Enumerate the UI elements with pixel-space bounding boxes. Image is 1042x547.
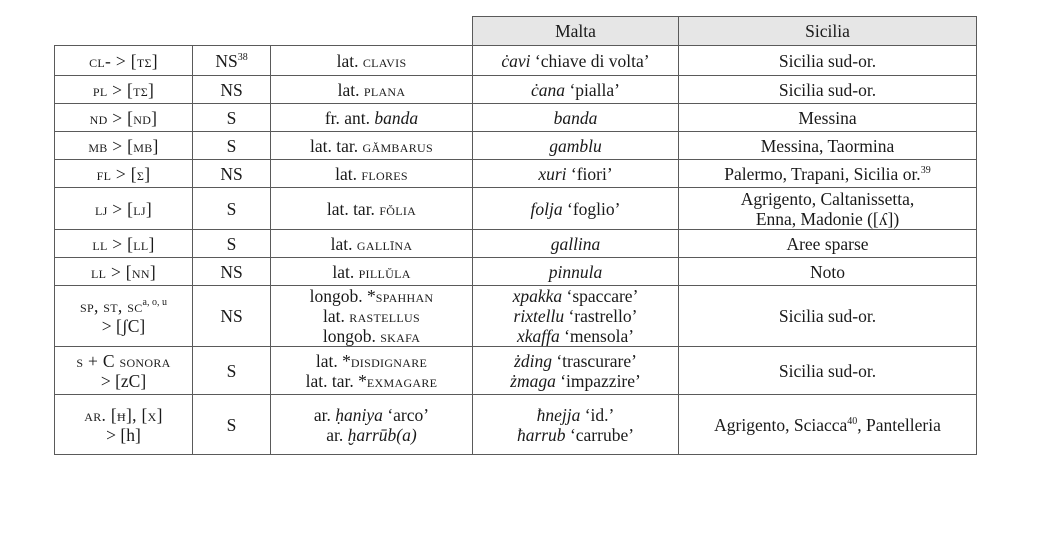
rule-line bbox=[61, 199, 186, 219]
sicilia-line bbox=[685, 136, 970, 156]
footnote-ref: 39 bbox=[920, 164, 931, 176]
etymon-word: ḫarrūb(a) bbox=[347, 424, 417, 445]
etymon-word: spahhan bbox=[375, 286, 434, 306]
type-value: NS bbox=[220, 306, 243, 326]
sicilia-line bbox=[685, 108, 970, 128]
table-row bbox=[55, 76, 977, 104]
sicilia-text: Noto bbox=[810, 261, 845, 282]
etymon-line bbox=[277, 405, 466, 425]
sicilia-cell bbox=[679, 230, 977, 258]
sicilia-line bbox=[685, 164, 970, 184]
sicilia-text: Palermo, Trapani, Sicilia or. bbox=[724, 163, 921, 184]
etymon-line bbox=[277, 199, 466, 219]
etymon-gloss: ‘arco’ bbox=[382, 404, 430, 425]
rule-line bbox=[61, 51, 186, 71]
table-row bbox=[55, 160, 977, 188]
malta-line bbox=[479, 262, 672, 282]
type-value: S bbox=[226, 414, 237, 435]
malta-cell bbox=[473, 76, 679, 104]
sicilia-cell bbox=[679, 132, 977, 160]
etymon-line bbox=[277, 286, 466, 306]
etymon-line bbox=[277, 306, 466, 326]
phonetics-table bbox=[54, 16, 977, 455]
maltese-gloss: ‘fiori’ bbox=[566, 163, 613, 184]
malta-cell bbox=[473, 188, 679, 230]
etymon-prefix: lat. bbox=[323, 306, 350, 326]
maltese-word: folja bbox=[530, 198, 563, 219]
type-cell bbox=[193, 160, 271, 188]
maltese-word: xkaffa bbox=[516, 326, 560, 346]
maltese-word: żmaga bbox=[510, 370, 556, 391]
etymon-prefix: longob. * bbox=[309, 286, 376, 306]
etymon-line bbox=[277, 51, 466, 71]
sicilia-cell bbox=[679, 258, 977, 286]
table-row bbox=[55, 188, 977, 230]
etymon-word: clavis bbox=[362, 50, 407, 71]
rule-text: > [h] bbox=[106, 424, 141, 445]
maltese-word: żding bbox=[514, 350, 552, 371]
rule-cell bbox=[55, 132, 193, 160]
maltese-word: xuri bbox=[538, 163, 567, 184]
etymon-prefix: lat. tar. * bbox=[305, 370, 367, 391]
maltese-gloss: ‘chiave di volta’ bbox=[530, 50, 650, 71]
sicilia-text: Sicilia sud-or. bbox=[778, 306, 877, 326]
table-row bbox=[55, 347, 977, 395]
maltese-word: ċana bbox=[531, 79, 566, 100]
etymon-line bbox=[277, 108, 466, 128]
etymon-word: banda bbox=[374, 107, 419, 128]
etymon-prefix: longob. bbox=[322, 326, 381, 346]
type-cell bbox=[193, 46, 271, 76]
sicilia-cell bbox=[679, 347, 977, 395]
type-cell bbox=[193, 132, 271, 160]
rule-text: ll > [nn] bbox=[91, 261, 156, 282]
header-blank bbox=[55, 17, 193, 46]
sicilia-text: , Pantelleria bbox=[857, 414, 941, 435]
header-blank bbox=[193, 17, 271, 46]
type-cell bbox=[193, 347, 271, 395]
malta-line bbox=[479, 108, 672, 128]
etymon-word: plana bbox=[363, 79, 406, 100]
etymon-prefix: lat. tar. bbox=[326, 198, 380, 219]
etymon-prefix: lat. bbox=[337, 79, 364, 100]
etymon-word: fŏlia bbox=[379, 198, 417, 219]
etymon-line bbox=[277, 234, 466, 254]
type-cell bbox=[193, 286, 271, 347]
sicilia-line bbox=[685, 80, 970, 100]
rule-text: > [zC] bbox=[100, 370, 147, 391]
etymon-prefix: fr. ant. bbox=[324, 107, 375, 128]
etymon-line bbox=[277, 425, 466, 445]
rule-text: fl > [ʃ] bbox=[96, 163, 151, 184]
rule-text: s + C sonora bbox=[76, 350, 171, 371]
etymon-word: exmagare bbox=[366, 370, 438, 391]
table-row bbox=[55, 286, 977, 347]
maltese-gloss: ‘trascurare’ bbox=[551, 350, 637, 371]
rule-line bbox=[61, 351, 186, 371]
etymon-line bbox=[277, 262, 466, 282]
etymon-line bbox=[277, 326, 466, 346]
etymon-prefix: lat. bbox=[330, 233, 357, 254]
sicilia-line bbox=[685, 361, 970, 381]
sicilia-line bbox=[685, 262, 970, 282]
table-row bbox=[55, 104, 977, 132]
maltese-word: ħnejja bbox=[536, 404, 581, 425]
rule-text: ar. [ħ], [x] bbox=[84, 404, 163, 425]
etymon-word: skafa bbox=[380, 326, 421, 346]
etymon-prefix: ar. bbox=[313, 404, 336, 425]
etymon-cell bbox=[271, 188, 473, 230]
sicilia-line bbox=[685, 234, 970, 254]
sicilia-text: Messina bbox=[798, 107, 857, 128]
etymon-prefix: lat. bbox=[335, 163, 362, 184]
type-value: S bbox=[226, 135, 237, 156]
table-row bbox=[55, 230, 977, 258]
rule-line bbox=[61, 136, 186, 156]
etymon-cell bbox=[271, 160, 473, 188]
malta-cell bbox=[473, 46, 679, 76]
type-value: S bbox=[226, 107, 237, 128]
type-value: NS bbox=[220, 163, 243, 184]
malta-cell bbox=[473, 347, 679, 395]
rule-cell bbox=[55, 104, 193, 132]
type-cell bbox=[193, 76, 271, 104]
sicilia-cell bbox=[679, 46, 977, 76]
rule-cell bbox=[55, 76, 193, 104]
type-value: S bbox=[226, 360, 237, 381]
malta-line bbox=[479, 51, 672, 71]
maltese-gloss: ‘spaccare’ bbox=[562, 286, 639, 306]
type-value: NS bbox=[215, 50, 238, 71]
etymon-cell bbox=[271, 46, 473, 76]
malta-cell bbox=[473, 160, 679, 188]
rule-cell bbox=[55, 286, 193, 347]
type-value: NS bbox=[220, 261, 243, 282]
malta-line bbox=[479, 351, 672, 371]
maltese-word: banda bbox=[553, 107, 598, 128]
type-cell bbox=[193, 188, 271, 230]
sicilia-line bbox=[685, 209, 970, 229]
sicilia-line bbox=[685, 189, 970, 209]
rule-cell bbox=[55, 230, 193, 258]
rule-superscript: a, o, u bbox=[142, 297, 167, 308]
etymon-prefix: lat. bbox=[336, 50, 363, 71]
etymon-cell bbox=[271, 104, 473, 132]
malta-cell bbox=[473, 258, 679, 286]
sicilia-cell bbox=[679, 286, 977, 347]
malta-line bbox=[479, 164, 672, 184]
rule-cell bbox=[55, 188, 193, 230]
sicilia-text: Aree sparse bbox=[786, 233, 869, 254]
maltese-gloss: ‘impazzire’ bbox=[555, 370, 641, 391]
malta-cell bbox=[473, 132, 679, 160]
etymon-line bbox=[277, 351, 466, 371]
type-cell bbox=[193, 104, 271, 132]
etymon-prefix: lat. tar. bbox=[310, 135, 363, 156]
header-blank bbox=[271, 17, 473, 46]
sicilia-line bbox=[685, 306, 970, 326]
rule-text: > [ʃC] bbox=[101, 316, 146, 336]
etymon-prefix: ar. bbox=[326, 424, 348, 445]
sicilia-text: Agrigento, Sciacca bbox=[714, 414, 848, 435]
sicilia-text: Sicilia sud-or. bbox=[778, 50, 877, 71]
malta-cell bbox=[473, 395, 679, 455]
header-row bbox=[55, 17, 977, 46]
sicilia-text: Sicilia sud-or. bbox=[778, 79, 877, 100]
rule-text: mb > [mb] bbox=[88, 135, 159, 156]
sicilia-text: Messina, Taormina bbox=[760, 135, 895, 156]
etymon-line bbox=[277, 371, 466, 391]
table-row bbox=[55, 132, 977, 160]
rule-line bbox=[61, 164, 186, 184]
sicilia-text: Enna, Madonie ([ʎ]) bbox=[755, 208, 900, 229]
malta-line bbox=[479, 306, 672, 326]
etymon-cell bbox=[271, 395, 473, 455]
table-row bbox=[55, 258, 977, 286]
rule-text: lj > [lj] bbox=[95, 198, 152, 219]
sicilia-cell bbox=[679, 188, 977, 230]
sicilia-text: Agrigento, Caltanissetta, bbox=[740, 188, 915, 209]
sicilia-cell bbox=[679, 76, 977, 104]
rule-cell bbox=[55, 258, 193, 286]
rule-line bbox=[61, 316, 186, 336]
etymon-word: disdignare bbox=[350, 350, 428, 371]
rule-line bbox=[61, 80, 186, 100]
malta-line bbox=[479, 371, 672, 391]
maltese-gloss: ‘id.’ bbox=[580, 404, 615, 425]
malta-line bbox=[479, 286, 672, 306]
rule-line bbox=[61, 108, 186, 128]
type-cell bbox=[193, 230, 271, 258]
maltese-gloss: ‘carrube’ bbox=[565, 424, 635, 445]
maltese-gloss: ‘foglio’ bbox=[562, 198, 621, 219]
table-row bbox=[55, 395, 977, 455]
etymon-word: flores bbox=[361, 163, 408, 184]
rule-cell bbox=[55, 395, 193, 455]
etymon-cell bbox=[271, 258, 473, 286]
malta-cell bbox=[473, 230, 679, 258]
etymon-word: pillŭla bbox=[358, 261, 411, 282]
rule-line bbox=[61, 262, 186, 282]
footnote-ref: 38 bbox=[237, 51, 248, 63]
etymon-cell bbox=[271, 286, 473, 347]
type-value: S bbox=[226, 198, 237, 219]
malta-line bbox=[479, 326, 672, 346]
sicilia-cell bbox=[679, 104, 977, 132]
type-value: S bbox=[226, 233, 237, 254]
maltese-word: pinnula bbox=[548, 261, 603, 282]
malta-cell bbox=[473, 104, 679, 132]
maltese-word: rixtellu bbox=[513, 306, 565, 326]
etymon-prefix: lat. bbox=[332, 261, 359, 282]
maltese-word: ċavi bbox=[501, 50, 531, 71]
type-cell bbox=[193, 395, 271, 455]
table-row bbox=[55, 46, 977, 76]
sicilia-line bbox=[685, 415, 970, 435]
header-malta: Malta bbox=[473, 17, 679, 46]
maltese-word: gallina bbox=[550, 233, 601, 254]
etymon-line bbox=[277, 136, 466, 156]
header-sicilia: Sicilia bbox=[679, 17, 977, 46]
maltese-word: gamblu bbox=[549, 135, 602, 156]
etymon-word: rastellus bbox=[349, 306, 420, 326]
etymon-cell bbox=[271, 347, 473, 395]
rule-text: nd > [nd] bbox=[89, 107, 158, 128]
maltese-word: ħarrub bbox=[516, 424, 566, 445]
etymon-cell bbox=[271, 76, 473, 104]
rule-text: cl- > [tʃ] bbox=[89, 50, 158, 71]
etymon-cell bbox=[271, 230, 473, 258]
etymon-word: gămbarus bbox=[362, 135, 433, 156]
malta-cell bbox=[473, 286, 679, 347]
malta-line bbox=[479, 80, 672, 100]
maltese-gloss: ‘pialla’ bbox=[565, 79, 620, 100]
rule-line bbox=[61, 405, 186, 425]
rule-cell bbox=[55, 160, 193, 188]
malta-line bbox=[479, 199, 672, 219]
rule-line bbox=[61, 425, 186, 445]
footnote-ref: 40 bbox=[847, 415, 858, 427]
malta-line bbox=[479, 136, 672, 156]
type-value: NS bbox=[220, 79, 243, 100]
sicilia-text: Sicilia sud-or. bbox=[778, 360, 877, 381]
etymon-prefix: lat. * bbox=[315, 350, 351, 371]
sicilia-cell bbox=[679, 395, 977, 455]
type-cell bbox=[193, 258, 271, 286]
etymon-word: ḥaniya bbox=[335, 404, 383, 425]
maltese-gloss: ‘rastrello’ bbox=[564, 306, 638, 326]
etymon-word: gallīna bbox=[356, 233, 413, 254]
maltese-word: xpakka bbox=[512, 286, 563, 306]
etymon-line bbox=[277, 80, 466, 100]
malta-line bbox=[479, 405, 672, 425]
etymon-cell bbox=[271, 132, 473, 160]
rule-line bbox=[61, 371, 186, 391]
etymon-line bbox=[277, 164, 466, 184]
rule-cell bbox=[55, 347, 193, 395]
rule-line bbox=[61, 234, 186, 254]
rule-cell bbox=[55, 46, 193, 76]
maltese-gloss: ‘mensola’ bbox=[559, 326, 635, 346]
rule-text: ll > [ll] bbox=[92, 233, 155, 254]
malta-line bbox=[479, 234, 672, 254]
rule-line bbox=[61, 296, 186, 316]
rule-text: sp, st, sc bbox=[80, 296, 143, 316]
rule-text: pl > [tʃ] bbox=[92, 79, 155, 100]
malta-line bbox=[479, 425, 672, 445]
sicilia-cell bbox=[679, 160, 977, 188]
sicilia-line bbox=[685, 51, 970, 71]
